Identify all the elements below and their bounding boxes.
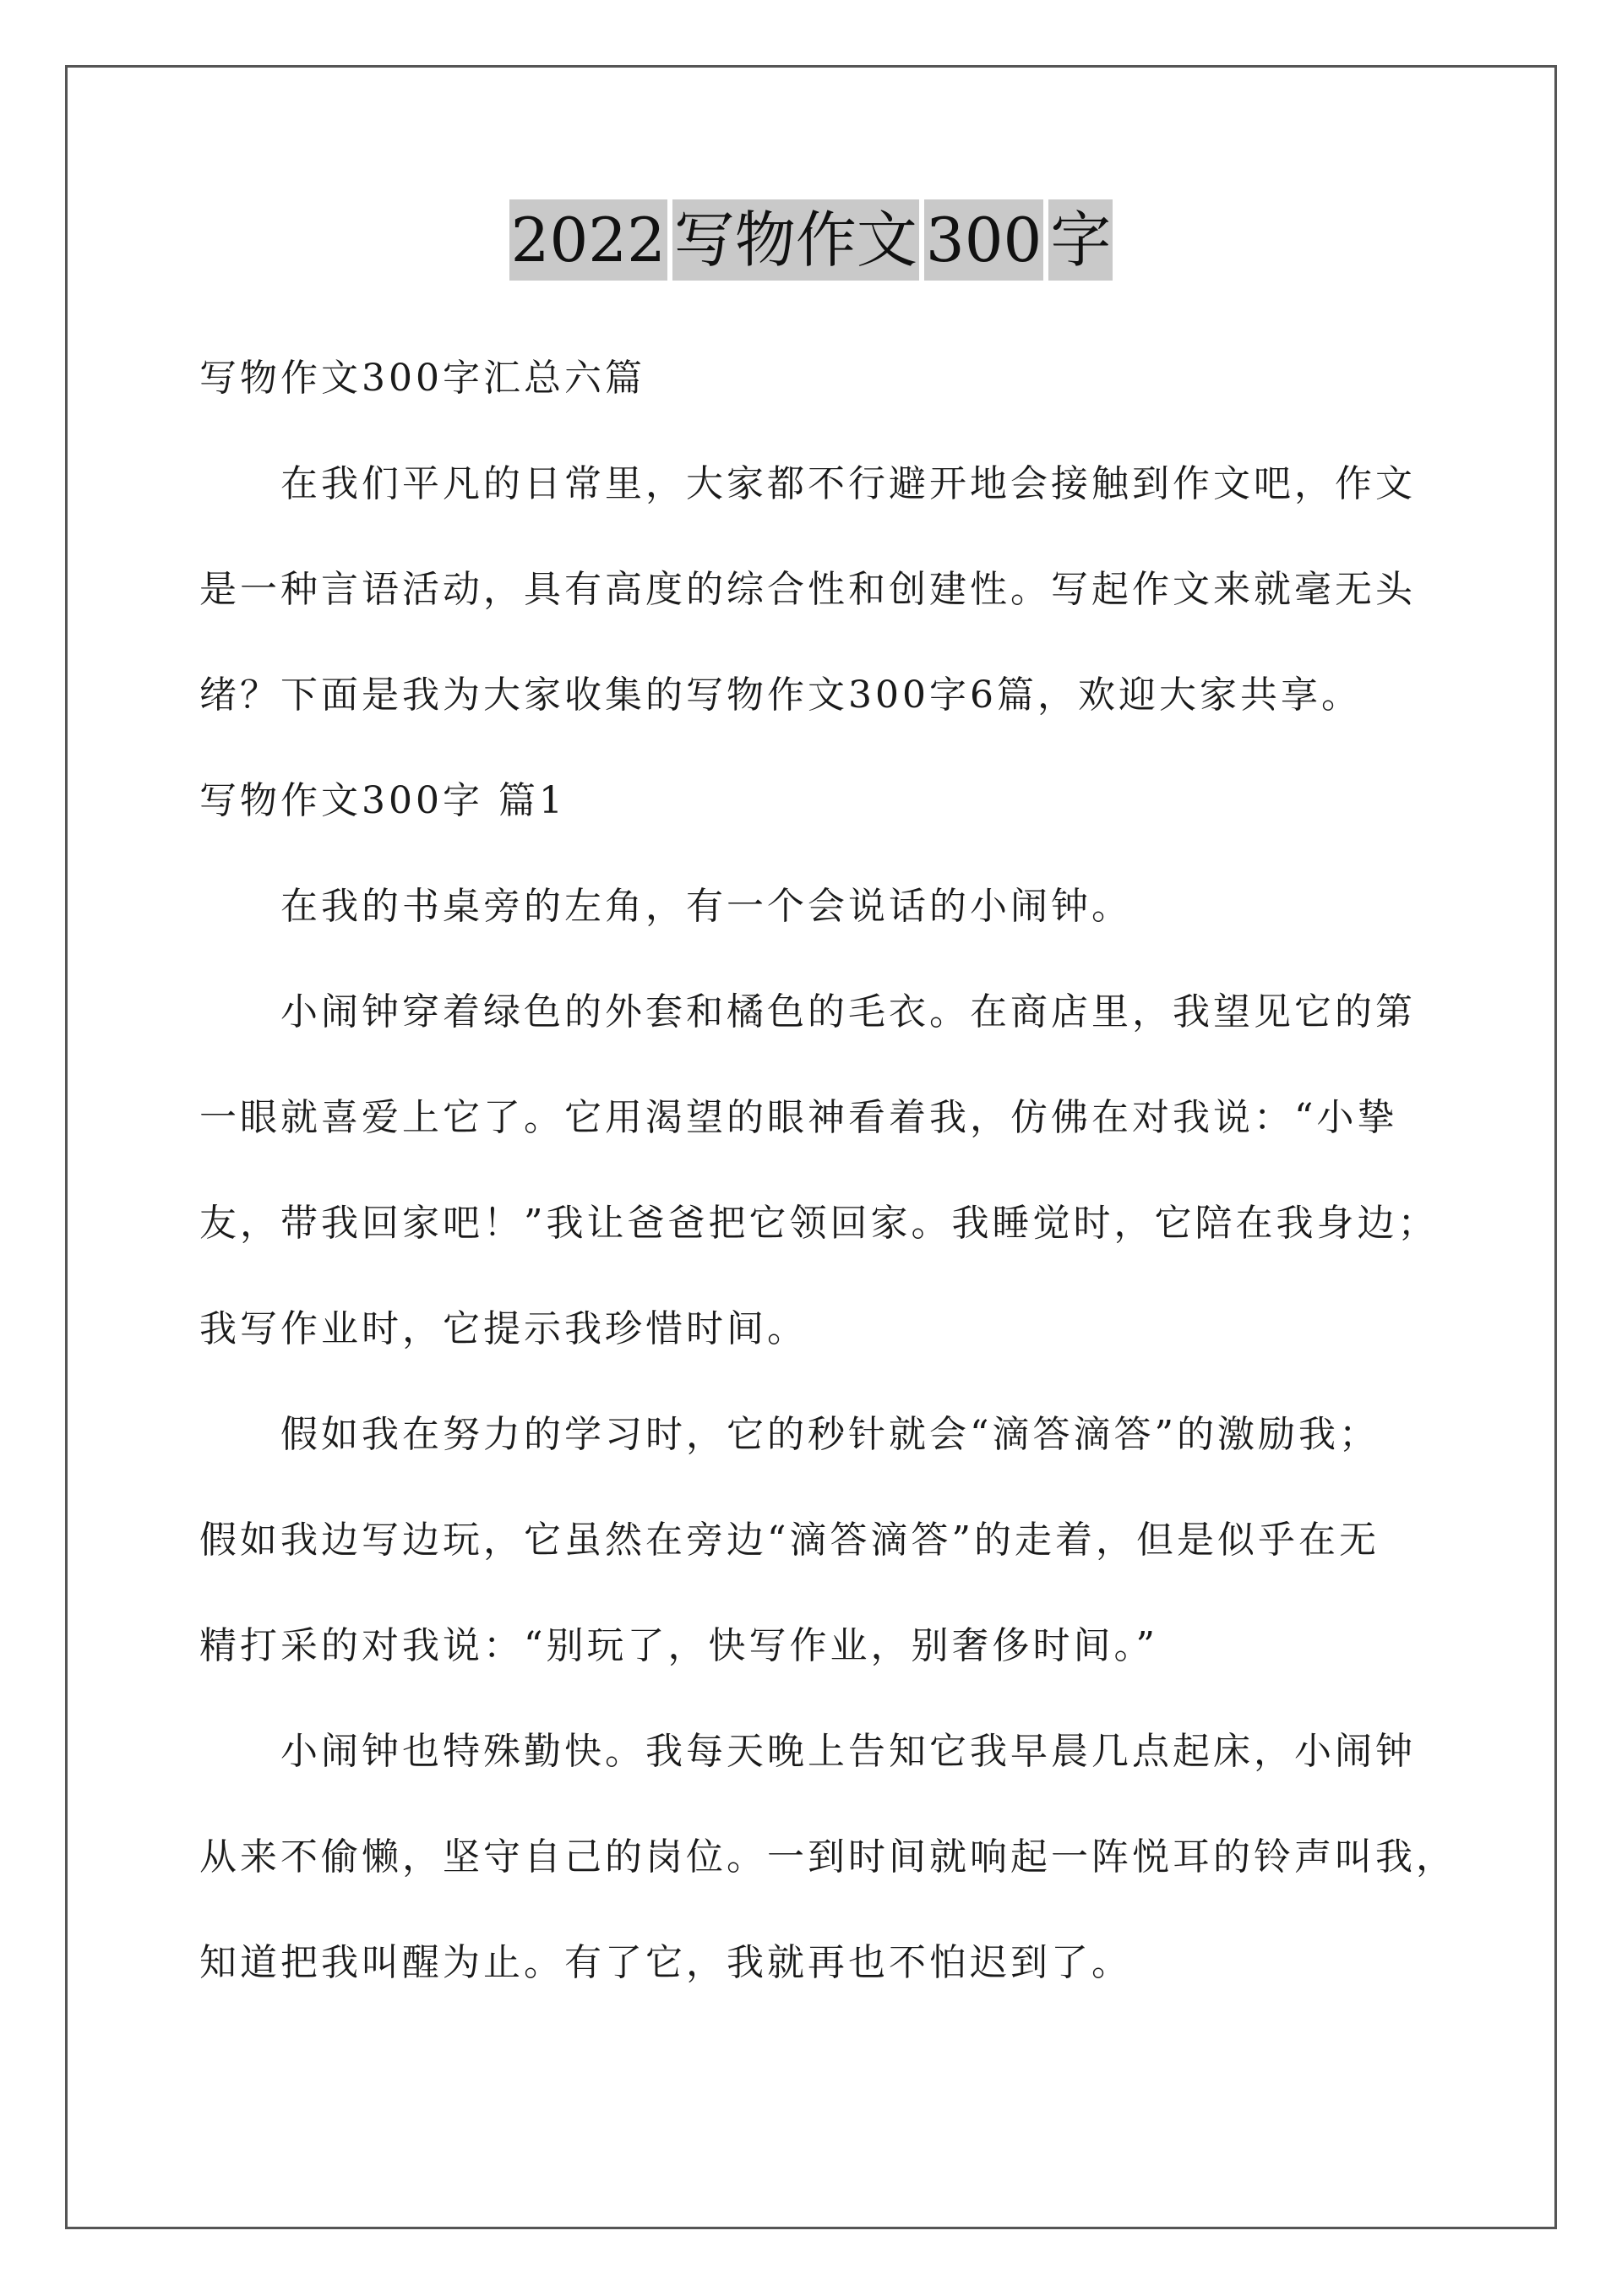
body-line: 我写作业时，它提示我珍惜时间。 bbox=[199, 1307, 808, 1350]
body-line: 假如我在努力的学习时，它的秒针就会“滴答滴答”的激励我； bbox=[280, 1413, 1380, 1456]
body-line: 小闹钟也特殊勤快。我每天晚上告知它我早晨几点起床，小闹钟 bbox=[280, 1730, 1416, 1773]
section-heading: 写物作文300字 篇1 bbox=[199, 779, 566, 822]
intro-line: 是一种言语活动，具有高度的综合性和创建性。写起作文来就毫无头 bbox=[199, 568, 1416, 611]
body-line: 精打采的对我说：“别玩了，快写作业，别奢侈时间。” bbox=[199, 1624, 1158, 1667]
body-line: 在我的书桌旁的左角，有一个会说话的小闹钟。 bbox=[280, 885, 1132, 928]
document-title bbox=[0, 199, 1622, 281]
intro-line: 绪？下面是我为大家收集的写物作文300字6篇，欢迎大家共享。 bbox=[199, 674, 1362, 717]
body-line: 知道把我叫醒为止。有了它，我就再也不怕迟到了。 bbox=[199, 1941, 1132, 1984]
title-year: 2022 bbox=[509, 199, 667, 281]
body-line: 一眼就喜爱上它了。它用渴望的眼神看着我，仿佛在对我说：“小挚 bbox=[199, 1096, 1398, 1139]
body-line: 友，带我回家吧！”我让爸爸把它领回家。我睡觉时，它陪在我身边； bbox=[199, 1202, 1439, 1245]
body-line: 假如我边写边玩，它虽然在旁边“滴答滴答”的走着，但是似乎在无 bbox=[199, 1519, 1380, 1562]
title-unit: 字 bbox=[1048, 199, 1113, 281]
body-line: 小闹钟穿着绿色的外套和橘色的毛衣。在商店里，我望见它的第 bbox=[280, 990, 1416, 1033]
title-topic: 写物作文 bbox=[672, 199, 919, 281]
body-line: 从来不偷懒，坚守自己的岗位。一到时间就响起一阵悦耳的铃声叫我， bbox=[199, 1835, 1456, 1879]
intro-line: 在我们平凡的日常里，大家都不行避开地会接触到作文吧，作文 bbox=[280, 462, 1416, 505]
subtitle: 写物作文300字汇总六篇 bbox=[199, 357, 645, 400]
title-count: 300 bbox=[924, 199, 1043, 281]
document-body bbox=[199, 325, 1456, 2015]
